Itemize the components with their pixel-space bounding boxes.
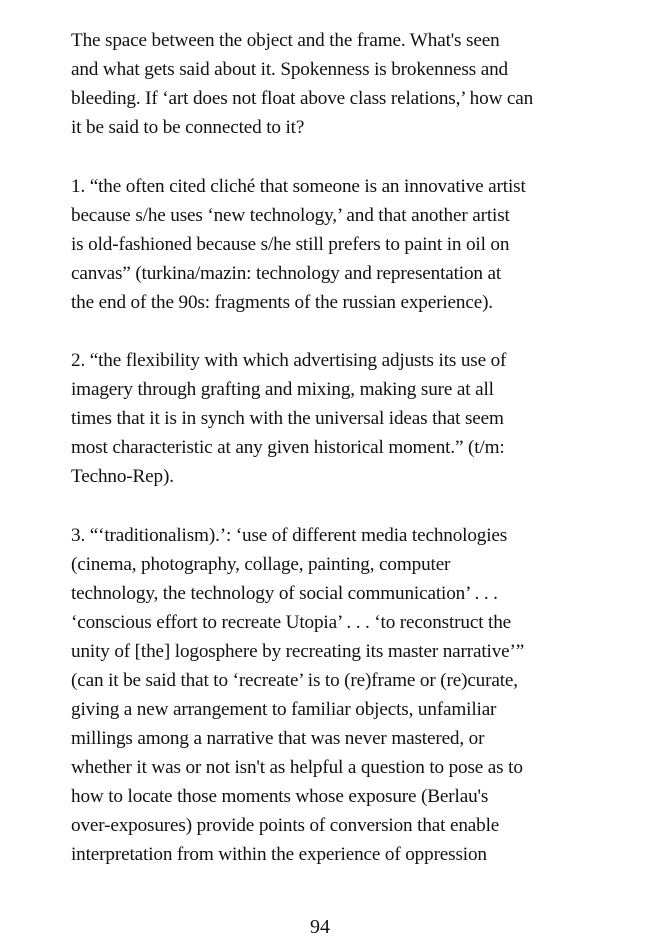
- text-line: how to locate those moments whose exposure (Berlau's: [71, 786, 489, 807]
- text-line: most characteristic at any given historical moment.” (t/m:: [71, 437, 505, 458]
- page-number: 94: [310, 916, 330, 938]
- text-line: Techno-Rep).: [71, 466, 174, 487]
- text-line: is old-fashioned because s/he still prefers to paint in oil on: [71, 234, 510, 255]
- text-line: (can it be said that to ‘recreate’ is to (re)frame or (re)curate,: [71, 670, 518, 691]
- intro-paragraph: [71, 26, 591, 142]
- text-line: it be said to be connected to it?: [71, 117, 305, 138]
- text-line: bleeding. If ‘art does not float above class relations,’ how can: [71, 88, 534, 109]
- text-line: The space between the object and the frame. What's seen: [71, 30, 500, 51]
- text-line: imagery through grafting and mixing, making sure at all: [71, 379, 494, 400]
- text-line: ‘conscious effort to recreate Utopia’ . . . ‘to reconstruct the: [71, 612, 512, 633]
- numbered-paragraph-1: [71, 172, 591, 317]
- text-line: whether it was or not isn't as helpful a question to pose as to: [71, 757, 523, 778]
- text-line: millings among a narrative that was never mastered, or: [71, 728, 485, 749]
- text-line: because s/he uses ‘new technology,’ and that another artist: [71, 205, 510, 226]
- numbered-paragraph-2: [71, 346, 591, 491]
- text-line: 3. “‘traditionalism).’: ‘use of different media technologies: [71, 525, 508, 546]
- text-line: giving a new arrangement to familiar objects, unfamiliar: [71, 699, 497, 720]
- text-line: times that it is in synch with the universal ideas that seem: [71, 408, 504, 429]
- text-line: the end of the 90s: fragments of the russian experience).: [71, 292, 493, 313]
- text-line: 2. “the flexibility with which advertising adjusts its use of: [71, 350, 507, 371]
- text-line: canvas” (turkina/mazin: technology and representation at: [71, 263, 502, 284]
- numbered-paragraph-3: [71, 521, 591, 869]
- text-line: technology, the technology of social communication’ . . .: [71, 583, 498, 604]
- text-line: unity of [the] logosphere by recreating its master narrative’”: [71, 641, 525, 662]
- text-line: (cinema, photography, collage, painting, computer: [71, 554, 451, 575]
- text-line: and what gets said about it. Spokenness is brokenness and: [71, 59, 508, 80]
- text-line: 1. “the often cited cliché that someone is an innovative artist: [71, 176, 526, 197]
- text-line: interpretation from within the experience of oppression: [71, 844, 487, 865]
- text-line: over-exposures) provide points of conversion that enable: [71, 815, 500, 836]
